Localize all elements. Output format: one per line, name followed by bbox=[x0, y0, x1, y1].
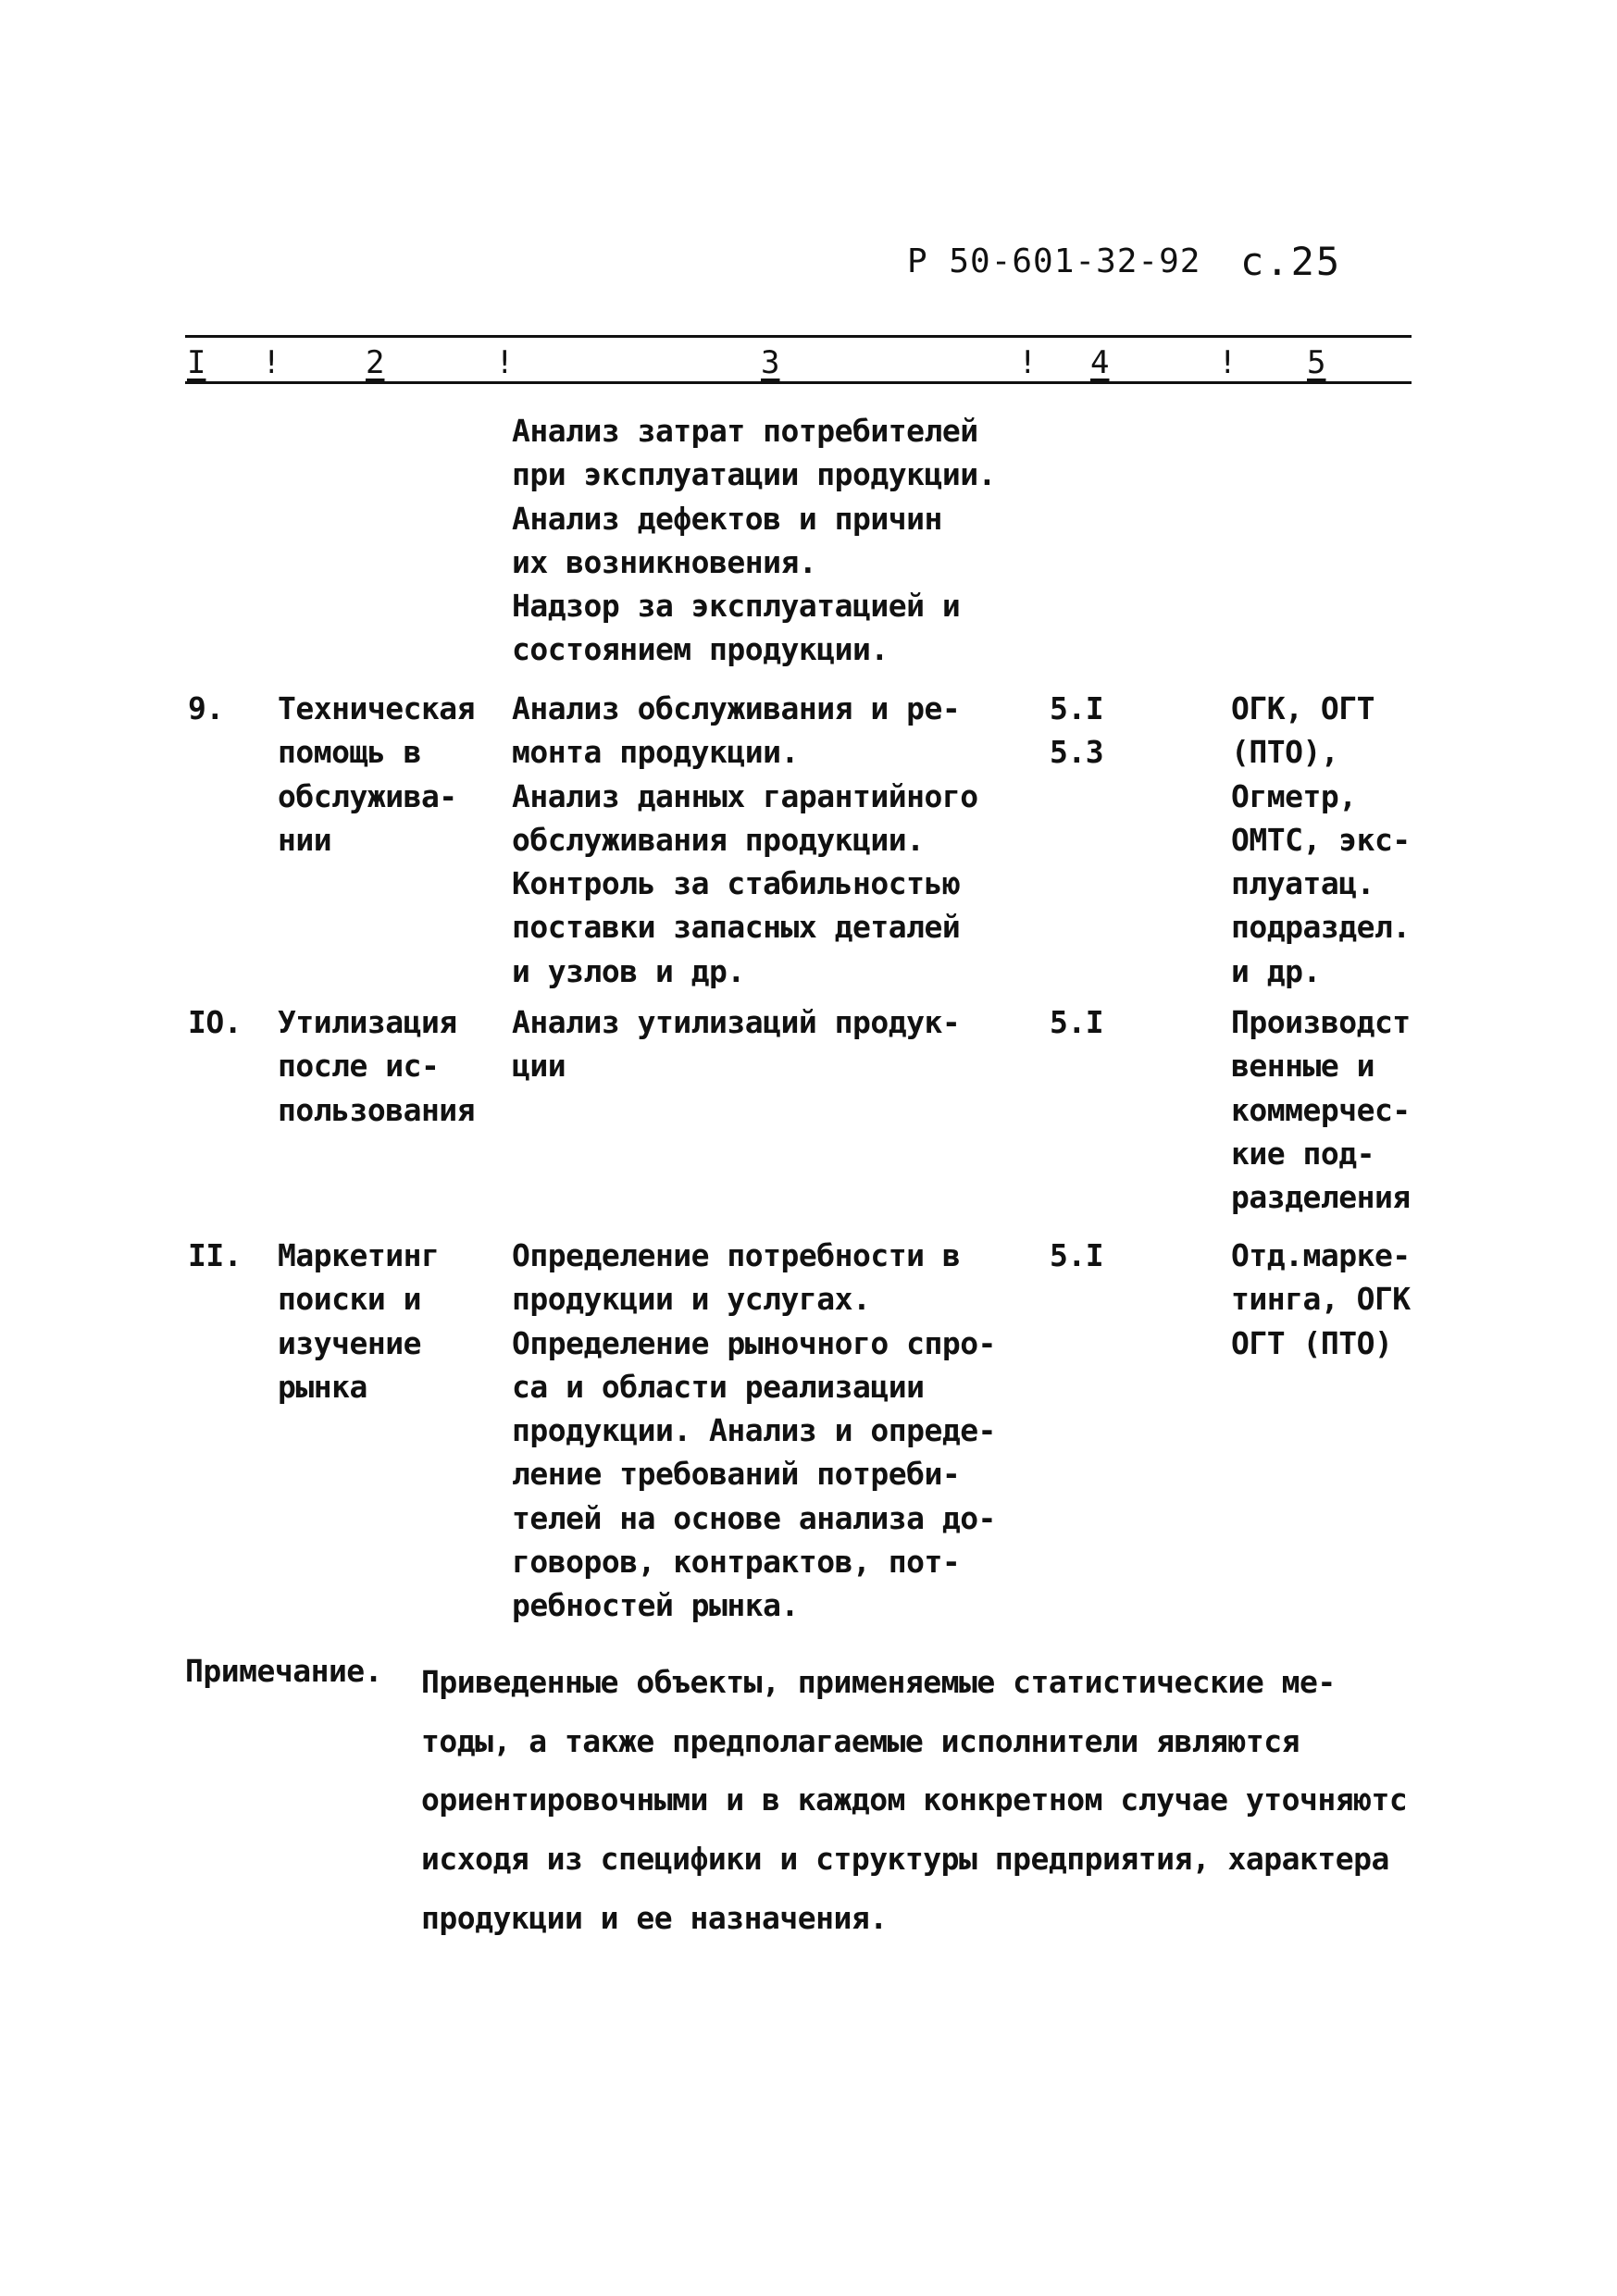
note-line: ориентировочными и в каждом конкретном случае уточняютс bbox=[421, 1781, 1408, 1818]
methods-line: Контроль за стабильностью bbox=[512, 865, 961, 902]
methods-line: продукции и услугах. bbox=[512, 1281, 871, 1318]
methods-cell bbox=[512, 1234, 996, 1628]
methods-line: и узлов и др. bbox=[512, 952, 745, 989]
column-header-1: I bbox=[187, 344, 206, 381]
note-line: Приведенные объекты, применяемые статистические ме- bbox=[421, 1664, 1336, 1700]
object-cell bbox=[278, 687, 475, 862]
object-cell bbox=[278, 1234, 439, 1409]
row-number: 9. bbox=[188, 690, 224, 726]
methods-line: Анализ дефектов и причин bbox=[512, 500, 942, 537]
executors-cell bbox=[1231, 687, 1411, 993]
methods-line: Надзор за эксплуатацией и bbox=[512, 588, 961, 625]
executors-cell bbox=[1231, 1000, 1411, 1219]
row-number: II. bbox=[188, 1237, 243, 1273]
note-line: тоды, а также предполагаемые исполнители являются bbox=[421, 1722, 1300, 1759]
methods-line: Определение потребности в bbox=[512, 1237, 961, 1273]
executors-line: тинга, ОГК bbox=[1231, 1281, 1411, 1318]
section-cell bbox=[1050, 687, 1103, 775]
executors-line: ОГК, ОГТ bbox=[1231, 690, 1374, 726]
note-label: Примечание. bbox=[185, 1653, 383, 1689]
executors-line: подраздел. bbox=[1231, 909, 1411, 946]
executors-line: разделения bbox=[1231, 1179, 1411, 1216]
object-line: помощь в bbox=[278, 734, 421, 771]
methods-line: ление требований потреби- bbox=[512, 1456, 961, 1493]
column-header-4: 4 bbox=[1090, 344, 1110, 381]
note-line: исходя из специфики и структуры предприятия, характера bbox=[421, 1841, 1389, 1878]
note-text bbox=[421, 1653, 1407, 1948]
executors-line: ОГТ (ПТО) bbox=[1231, 1324, 1393, 1361]
object-line: обслужива- bbox=[278, 777, 457, 814]
methods-line: монта продукции. bbox=[512, 734, 799, 771]
section-cell bbox=[1050, 1000, 1103, 1044]
object-line: поиски и bbox=[278, 1281, 421, 1318]
methods-line: са и области реализации bbox=[512, 1368, 925, 1405]
object-line: Техническая bbox=[278, 690, 476, 726]
methods-line: Анализ обслуживания и ре- bbox=[512, 690, 961, 726]
object-line: нии bbox=[278, 821, 332, 858]
section-line: 5.3 bbox=[1050, 734, 1104, 771]
column-separator: ! bbox=[262, 344, 281, 381]
methods-cell bbox=[512, 687, 978, 993]
section-line: 5.I bbox=[1050, 1004, 1104, 1040]
methods-cell bbox=[512, 409, 996, 672]
object-line: рынка bbox=[278, 1368, 367, 1405]
object-line: после ис- bbox=[278, 1048, 440, 1085]
methods-line: состоянием продукции. bbox=[512, 631, 889, 668]
methods-line: Анализ данных гарантийного bbox=[512, 777, 978, 814]
section-cell bbox=[1050, 1234, 1103, 1277]
page-number: с.25 bbox=[1240, 239, 1342, 284]
executors-line: Производст bbox=[1231, 1004, 1411, 1040]
column-separator: ! bbox=[495, 344, 515, 381]
executors-line: плуатац. bbox=[1231, 865, 1374, 902]
executors-line: Отд.марке- bbox=[1231, 1237, 1411, 1273]
executors-line: коммерчес- bbox=[1231, 1091, 1411, 1128]
section-line: 5.I bbox=[1050, 690, 1104, 726]
note-line: продукции и ее назначения. bbox=[421, 1899, 888, 1936]
methods-line: говоров, контрактов, пот- bbox=[512, 1544, 961, 1581]
methods-line: их возникновения. bbox=[512, 543, 817, 580]
executors-line: Огметр, bbox=[1231, 777, 1357, 814]
column-header-5: 5 bbox=[1307, 344, 1326, 381]
table-header-rule bbox=[185, 381, 1412, 384]
methods-line: обслуживания продукции. bbox=[512, 821, 925, 858]
table-top-rule bbox=[185, 335, 1412, 338]
column-header-2: 2 bbox=[366, 344, 385, 381]
methods-line: Анализ утилизаций продук- bbox=[512, 1004, 961, 1040]
object-line: Маркетинг bbox=[278, 1237, 440, 1273]
methods-cell bbox=[512, 1000, 960, 1088]
executors-line: (ПТО), bbox=[1231, 734, 1339, 771]
row-number: IO. bbox=[188, 1004, 243, 1040]
object-line: Утилизация bbox=[278, 1004, 457, 1040]
methods-line: ции bbox=[512, 1048, 566, 1085]
executors-cell bbox=[1231, 1234, 1411, 1365]
executors-line: венные и bbox=[1231, 1048, 1374, 1085]
section-line: 5.I bbox=[1050, 1237, 1104, 1273]
methods-line: Определение рыночного спро- bbox=[512, 1324, 996, 1361]
object-cell bbox=[278, 1000, 475, 1132]
column-separator: ! bbox=[1218, 344, 1238, 381]
methods-line: Анализ затрат потребителей bbox=[512, 413, 978, 449]
object-line: пользования bbox=[278, 1091, 476, 1128]
column-separator: ! bbox=[1018, 344, 1038, 381]
executors-line: кие под- bbox=[1231, 1135, 1374, 1172]
document-code: Р 50-601-32-92 bbox=[907, 242, 1201, 280]
methods-line: продукции. Анализ и опреде- bbox=[512, 1412, 996, 1449]
object-line: изучение bbox=[278, 1324, 421, 1361]
methods-line: поставки запасных деталей bbox=[512, 909, 961, 946]
methods-line: ребностей рынка. bbox=[512, 1587, 799, 1624]
executors-line: ОМТС, экс- bbox=[1231, 821, 1411, 858]
executors-line: и др. bbox=[1231, 952, 1321, 989]
methods-line: телей на основе анализа до- bbox=[512, 1499, 996, 1536]
column-header-3: 3 bbox=[761, 344, 780, 381]
methods-line: при эксплуатации продукции. bbox=[512, 456, 996, 493]
